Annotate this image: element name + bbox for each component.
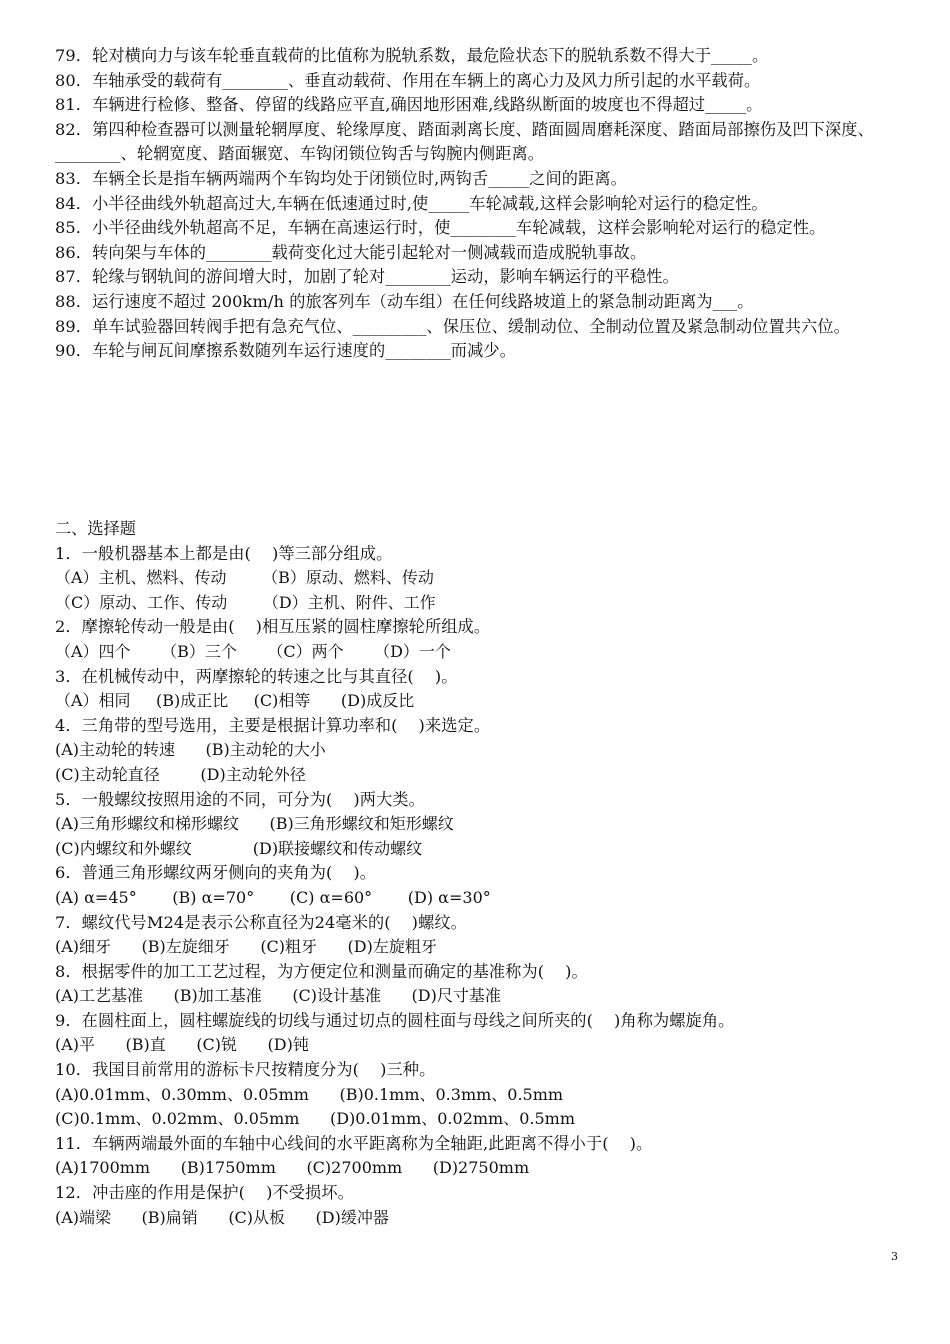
- question-text: 3．在机械传动中，两摩擦轮的转速之比与其直径( )。: [55, 666, 458, 686]
- fill-item-84: 84．小半径曲线外轨超高过大,车辆在低速通过时,使_____车轮减载,这样会影响轮对运行的稳定性。: [55, 193, 768, 213]
- fill-item-83: 83．车辆全长是指车辆两端两个车钩均处于闭锁位时,两钩舌_____之间的距离。: [55, 168, 627, 188]
- section-title: 二、选择题: [55, 519, 136, 538]
- fill-item-87: 87．轮缘与钢轨间的游间增大时，加剧了轮对________运动，影响车辆运行的平稳性。: [55, 267, 679, 287]
- multiple-choice-section: [55, 517, 905, 1230]
- choice-question-1: [55, 542, 905, 616]
- option-line: (A)端梁 (B)扁销 (C)从板 (D)缓冲器: [55, 1207, 389, 1227]
- question-text: 4．三角带的型号选用，主要是根据计算功率和( )来选定。: [55, 715, 491, 735]
- choice-question-8: [55, 960, 905, 1009]
- question-text: 8．根据零件的加工工艺过程，为方便定位和测量而确定的基准称为( )。: [55, 961, 588, 981]
- option-line: (A)主动轮的转速 (B)主动轮的大小: [55, 740, 326, 760]
- option-line: （C）原动、工作、传动 （D）主机、附件、工作: [55, 592, 436, 612]
- question-text: 2．摩擦轮传动一般是由( )相互压紧的圆柱摩擦轮所组成。: [55, 617, 491, 637]
- fill-item-82: 82．第四种检查器可以测量轮辋厚度、轮缘厚度、踏面剥离长度、踏面圆周磨耗深度、踏面局部擦伤及凹下深度、________、轮辋宽度、踏面辗宽、车钩闭锁位钩舌与钩腕内侧距离。: [55, 119, 874, 164]
- question-text: 11．车辆两端最外面的车轴中心线间的水平距离称为全轴距,此距离不得小于( )。: [55, 1133, 653, 1153]
- option-line: （A）相同 (B)成正比 (C)相等 (D)成反比: [55, 691, 415, 711]
- choice-question-4: [55, 714, 905, 788]
- page-number: 3: [891, 1250, 898, 1263]
- option-line: (C)0.1mm、0.02mm、0.05mm (D)0.01mm、0.02mm、0.5mm: [55, 1109, 576, 1129]
- option-line: (C)内螺纹和外螺纹 (D)联接螺纹和传动螺纹: [55, 838, 423, 858]
- fill-item-86: 86．转向架与车体的________载荷变化过大能引起轮对一侧减载而造成脱轨事故。: [55, 242, 647, 262]
- question-text: 1．一般机器基本上都是由( )等三部分组成。: [55, 543, 393, 563]
- choice-question-10: [55, 1058, 905, 1132]
- choice-question-7: [55, 911, 905, 960]
- question-text: 6．普通三角形螺纹两牙侧向的夹角为( )。: [55, 863, 377, 883]
- option-line: (C)主动轮直径 (D)主动轮外径: [55, 764, 306, 784]
- question-text: 7．螺纹代号M24是表示公称直径为24毫米的( )螺纹。: [55, 912, 467, 932]
- fill-item-89: 89．单车试验器回转阀手把有急充气位、_________、保压位、缓制动位、全制动位置及紧急制动位置共六位。: [55, 316, 850, 336]
- option-line: (A)平 (B)直 (C)锐 (D)钝: [55, 1035, 309, 1055]
- fill-in-blank-section: [55, 44, 905, 364]
- choice-question-12: [55, 1181, 905, 1230]
- question-text: 10．我国目前常用的游标卡尺按精度分为( )三种。: [55, 1060, 436, 1080]
- choice-question-6: [55, 861, 905, 910]
- choice-question-3: [55, 665, 905, 714]
- option-line: （A）主机、燃料、传动 （B）原动、燃料、传动: [55, 568, 434, 588]
- question-text: 5．一般螺纹按照用途的不同，可分为( )两大类。: [55, 789, 425, 809]
- choice-question-9: [55, 1009, 905, 1058]
- option-line: (A)细牙 (B)左旋细牙 (C)粗牙 (D)左旋粗牙: [55, 937, 437, 957]
- option-line: (A) α=45° (B) α=70° (C) α=60° (D) α=30°: [55, 887, 491, 907]
- fill-item-80: 80．车轴承受的载荷有________、垂直动载荷、作用在车辆上的离心力及风力所引起的水平载荷。: [55, 70, 761, 90]
- option-line: (A)0.01mm、0.30mm、0.05mm (B)0.1mm、0.3mm、0.5mm: [55, 1084, 564, 1104]
- option-line: （A）四个 （B）三个 （C）两个 （D）一个: [55, 641, 451, 661]
- question-text: 12．冲击座的作用是保护( )不受损坏。: [55, 1183, 354, 1203]
- choice-question-5: [55, 788, 905, 862]
- choice-question-2: [55, 615, 905, 664]
- fill-item-90: 90．车轮与闸瓦间摩擦系数随列车运行速度的________而减少。: [55, 341, 516, 361]
- option-line: (A)1700mm (B)1750mm (C)2700mm (D)2750mm: [55, 1158, 530, 1178]
- choice-question-11: [55, 1132, 905, 1181]
- option-line: (A)三角形螺纹和梯形螺纹 (B)三角形螺纹和矩形螺纹: [55, 814, 454, 834]
- fill-item-88: 88．运行速度不超过 200km/h 的旅客列车（动车组）在任何线路坡道上的紧急制动距离为___。: [55, 291, 754, 311]
- option-line: (A)工艺基准 (B)加工基准 (C)设计基准 (D)尺寸基准: [55, 986, 501, 1006]
- fill-item-79: 79．轮对横向力与该车轮垂直载荷的比值称为脱轨系数，最危险状态下的脱轨系数不得大于_____。: [55, 46, 769, 65]
- question-text: 9．在圆柱面上，圆柱螺旋线的切线与通过切点的圆柱面与母线之间所夹的( )角称为螺旋角。: [55, 1010, 735, 1030]
- fill-item-85: 85．小半径曲线外轨超高不足，车辆在高速运行时，使________车轮减载，这样会影响轮对运行的稳定性。: [55, 218, 826, 238]
- fill-item-81: 81．车辆进行检修、整备、停留的线路应平直,确因地形困难,线路纵断面的坡度也不得超过_____。: [55, 95, 763, 115]
